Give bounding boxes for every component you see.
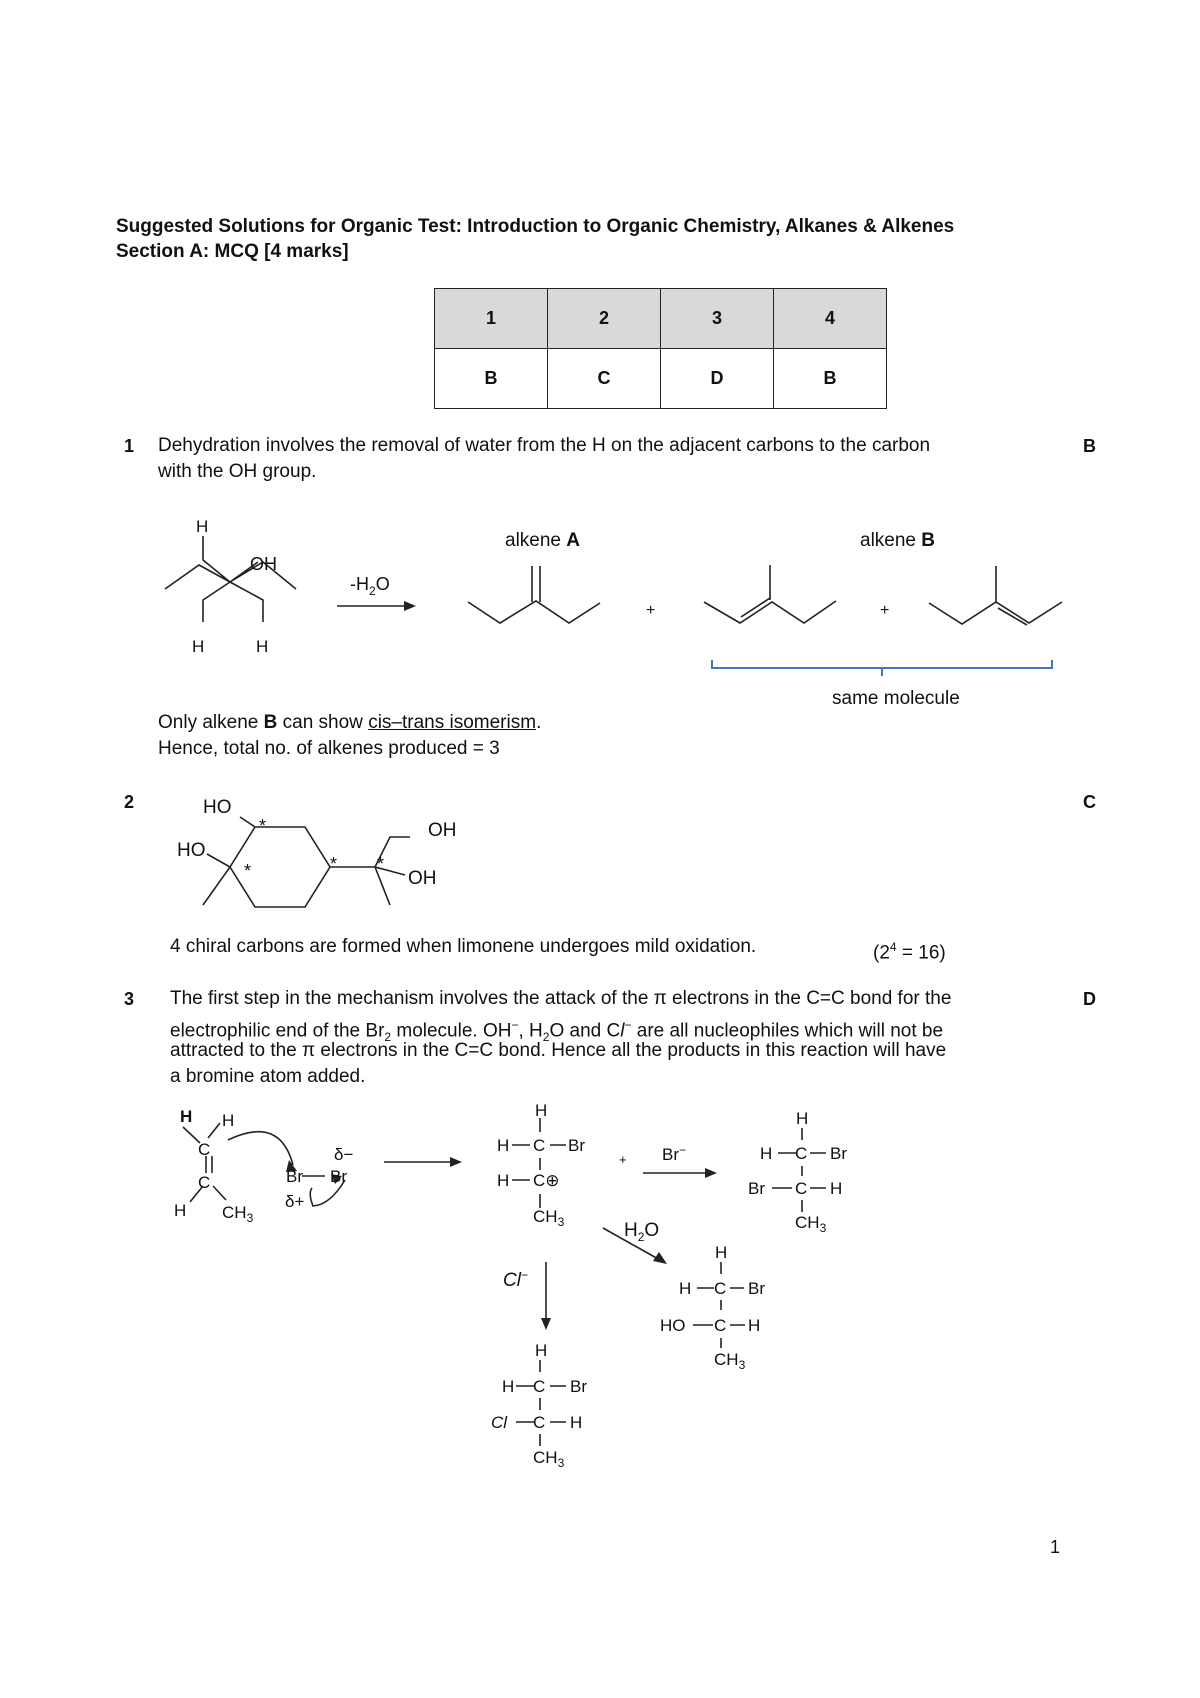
question-3-line1: The first step in the mechanism involves the attack of the π electrons in the C=C bond for the bbox=[170, 988, 952, 1009]
water-o: O bbox=[644, 1220, 660, 1241]
bromohydrin-h-top: H bbox=[715, 1243, 728, 1262]
bromohydrin-h-left: H bbox=[679, 1279, 692, 1298]
cation-ch: CH bbox=[533, 1207, 558, 1226]
q2-ho-top: HO bbox=[203, 797, 232, 818]
question-1-answer: B bbox=[1083, 436, 1096, 456]
l2sub: 2 bbox=[384, 1030, 392, 1045]
l2c: , H bbox=[518, 1020, 543, 1042]
chloro-br: Br bbox=[570, 1377, 587, 1396]
note-prefix: Only alkene bbox=[158, 712, 264, 733]
bromide-ion bbox=[662, 1143, 686, 1164]
q1-plus-2: + bbox=[880, 602, 890, 619]
l2sup1: − bbox=[511, 1018, 519, 1032]
water-sub: 2 bbox=[637, 1230, 645, 1244]
question-1-explanation-line1: Dehydration involves the removal of water from the H on the adjacent carbons to the carbon bbox=[158, 435, 931, 456]
alkene-b-label bbox=[860, 530, 935, 551]
q1-reagent-o: O bbox=[375, 574, 390, 594]
propene-ch: CH bbox=[222, 1203, 247, 1222]
chloro-cl: Cl bbox=[491, 1413, 508, 1432]
question-number-cell: 1 bbox=[435, 289, 548, 349]
cation-c1: C bbox=[533, 1136, 546, 1155]
chiral-star-4: * bbox=[377, 854, 385, 874]
q2-oh-bottom: OH bbox=[408, 868, 437, 889]
answer-cell: C bbox=[548, 349, 661, 409]
propene-c1: C bbox=[198, 1140, 211, 1159]
chloro-ch-sub: 3 bbox=[557, 1456, 565, 1470]
question-1-total: Hence, total no. of alkenes produced = 3 bbox=[158, 738, 500, 759]
question-1-number: 1 bbox=[124, 436, 135, 456]
q1-reagent-sub: 2 bbox=[369, 584, 376, 598]
alkene-a-letter: A bbox=[566, 530, 581, 551]
answer-cell: D bbox=[661, 349, 774, 409]
bromide-br: Br bbox=[662, 1145, 679, 1164]
bromohydrin-h-right: H bbox=[748, 1316, 761, 1335]
bromohydrin-ch-sub: 3 bbox=[738, 1358, 746, 1372]
question-3-line3: attracted to the π electrons in the C=C bond. Hence all the products in this reaction will have bbox=[170, 1040, 947, 1061]
chloro-h-right: H bbox=[570, 1413, 583, 1432]
cation-ch-sub: 3 bbox=[557, 1215, 565, 1229]
chloro-c2: C bbox=[533, 1413, 546, 1432]
l2b: molecule. OH bbox=[391, 1020, 512, 1042]
q1-reagent bbox=[350, 574, 390, 598]
dibromo-c1: C bbox=[795, 1144, 808, 1163]
question-2-answer: C bbox=[1083, 792, 1096, 812]
delta-minus: δ− bbox=[334, 1145, 354, 1164]
propene-ch-sub: 3 bbox=[246, 1211, 254, 1225]
note-alkene-letter: B bbox=[263, 712, 278, 733]
q1-label-h-right: H bbox=[256, 637, 269, 656]
bromohydrin-ch: CH bbox=[714, 1350, 739, 1369]
answer-cell: B bbox=[774, 349, 887, 409]
same-molecule-label: same molecule bbox=[832, 688, 960, 709]
calc-open: (2 bbox=[873, 942, 890, 964]
cation-h-top: H bbox=[535, 1101, 548, 1120]
document-title: Suggested Solutions for Organic Test: Introduction to Organic Chemistry, Alkanes & Alkenes bbox=[116, 216, 955, 237]
chloride-cl: Cl bbox=[503, 1270, 521, 1291]
l2a: electrophilic end of the Br bbox=[170, 1020, 385, 1042]
answer-cell: B bbox=[435, 349, 548, 409]
dibromo-c2: C bbox=[795, 1179, 808, 1198]
bromohydrin-c1: C bbox=[714, 1279, 727, 1298]
question-1-explanation-line2: with the OH group. bbox=[158, 461, 317, 482]
water-label bbox=[624, 1220, 659, 1244]
l2sup2: − bbox=[624, 1018, 632, 1032]
chiral-star-3: * bbox=[330, 854, 338, 874]
alkene-b-letter: B bbox=[921, 530, 936, 551]
page-number: 1 bbox=[1050, 1537, 1061, 1557]
bromide-charge: − bbox=[679, 1143, 687, 1157]
question-number-cell: 3 bbox=[661, 289, 774, 349]
note-cis-trans: cis–trans isomerism bbox=[368, 712, 537, 733]
dibromo-ch3 bbox=[795, 1213, 827, 1235]
question-2-number: 2 bbox=[124, 792, 135, 812]
dibromo-h-right: H bbox=[830, 1179, 843, 1198]
l2e: are all nucleophiles which will not be bbox=[631, 1020, 944, 1042]
br-left: Br bbox=[286, 1167, 303, 1186]
bromohydrin-ch3 bbox=[714, 1350, 746, 1372]
question-3-line4: a bromine atom added. bbox=[170, 1066, 366, 1087]
q3-plus: + bbox=[619, 1152, 627, 1167]
question-3-number: 3 bbox=[124, 989, 135, 1009]
chloro-ch3 bbox=[533, 1448, 565, 1470]
dibromo-br-2: Br bbox=[748, 1179, 765, 1198]
propene-c2: C bbox=[198, 1173, 211, 1192]
question-3-answer: D bbox=[1083, 989, 1096, 1009]
alkene-b-prefix: alkene bbox=[860, 530, 922, 551]
dibromo-ch: CH bbox=[795, 1213, 820, 1232]
water-h: H bbox=[624, 1220, 638, 1241]
q2-ho-left: HO bbox=[177, 840, 206, 861]
delta-plus: δ+ bbox=[285, 1192, 305, 1211]
dibromo-ch-sub: 3 bbox=[819, 1221, 827, 1235]
section-heading: Section A: MCQ [4 marks] bbox=[116, 241, 349, 262]
q1-plus-1: + bbox=[646, 602, 656, 619]
q1-reagent-h: -H bbox=[350, 574, 369, 594]
cation-br: Br bbox=[568, 1136, 585, 1155]
bromohydrin-c2: C bbox=[714, 1316, 727, 1335]
question-number-cell: 4 bbox=[774, 289, 887, 349]
propene-h2: H bbox=[222, 1111, 235, 1130]
br-right: Br bbox=[330, 1167, 347, 1186]
propene-ch3 bbox=[222, 1203, 254, 1225]
note-mid: can show bbox=[277, 712, 369, 733]
l2sub2: 2 bbox=[542, 1030, 550, 1045]
bromohydrin-br: Br bbox=[748, 1279, 765, 1298]
chiral-star-2: * bbox=[244, 861, 252, 881]
dibromo-h-left: H bbox=[760, 1144, 773, 1163]
cation-h-2: H bbox=[497, 1171, 510, 1190]
chloro-ch: CH bbox=[533, 1448, 558, 1467]
propene-h1: H bbox=[180, 1107, 193, 1126]
chiral-star-1: * bbox=[259, 816, 267, 836]
q2-oh-top: OH bbox=[428, 820, 457, 841]
bromohydrin-ho: HO bbox=[660, 1316, 686, 1335]
dibromo-h-top: H bbox=[796, 1109, 809, 1128]
calc-exponent: 4 bbox=[889, 940, 897, 954]
l2l: l bbox=[620, 1020, 625, 1042]
cation-ch3 bbox=[533, 1207, 565, 1229]
cation-h-1: H bbox=[497, 1136, 510, 1155]
alkene-a-label bbox=[505, 530, 580, 551]
chloro-c1: C bbox=[533, 1377, 546, 1396]
chloro-h-top: H bbox=[535, 1341, 548, 1360]
question-2-explanation: 4 chiral carbons are formed when limonene undergoes mild oxidation. bbox=[170, 936, 757, 957]
q1-label-h-top: H bbox=[196, 517, 209, 536]
chloro-h-left: H bbox=[502, 1377, 515, 1396]
dibromo-br-1: Br bbox=[830, 1144, 847, 1163]
q1-label-oh: OH bbox=[250, 554, 277, 574]
l2d: O and C bbox=[549, 1020, 621, 1042]
propene-h3: H bbox=[174, 1201, 187, 1220]
note-end: . bbox=[536, 712, 542, 733]
q1-label-h-left: H bbox=[192, 637, 205, 656]
alkene-a-prefix: alkene bbox=[505, 530, 567, 551]
chloride-charge: − bbox=[520, 1268, 528, 1282]
question-number-cell: 2 bbox=[548, 289, 661, 349]
cation-c2: C⊕ bbox=[533, 1171, 560, 1190]
calc-result: = 16) bbox=[896, 942, 946, 964]
chloride-label bbox=[503, 1268, 528, 1291]
